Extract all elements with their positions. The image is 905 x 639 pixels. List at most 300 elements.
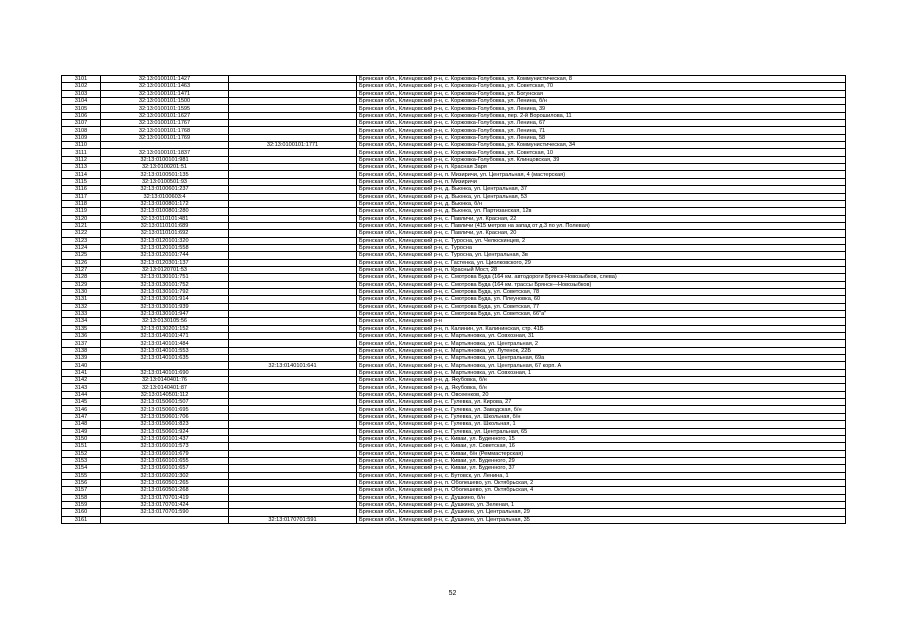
row-number-cell: 3115 (62, 178, 101, 185)
address-cell: Брянская обл., Клинцовский р-н, с. Смотрова Буда (164 км. трассы Брянск—Новозыбков) (357, 281, 846, 288)
address-cell: Брянская обл., Клинцовский р-н, с. Коржовка-Голубовка, ул. Ленина, 71 (357, 127, 846, 134)
cadastral-number-cell: 32:13:0110101:481 (101, 215, 229, 222)
table-row (62, 259, 846, 266)
address-cell: Брянская обл., Клинцовский р-н, с. Киваи, ул. Буденного, 15 (357, 435, 846, 442)
cadastral-number-cell: 32:13:0130101:914 (101, 296, 229, 303)
table-row (62, 472, 846, 479)
table-row (62, 90, 846, 97)
address-cell: Брянская обл., Клинцовский р-н, с. Гулевка, ул. Школьная, 1 (357, 421, 846, 428)
cadastral-number-alt-cell: 32:13:0170701:591 (229, 516, 357, 523)
address-cell: Брянская обл., Клинцовский р-н, п. Овсеенков, 20 (357, 391, 846, 398)
cadastral-number-cell: 32:13:0150601:706 (101, 413, 229, 420)
cadastral-number-cell: 32:13:0130101:792 (101, 288, 229, 295)
cadastral-number-cell: 32:13:0110101:692 (101, 230, 229, 237)
cadastral-number-cell: 32:13:0140101:690 (101, 369, 229, 376)
address-cell: Брянская обл., Клинцовский р-н, с. Мартьяновка, ул. Центральная, 67 корп. А (357, 362, 846, 369)
address-cell: Брянская обл., Клинцовский р-н, с. Коржовка-Голубовка, пер. 2-й Ворошилова, 11 (357, 112, 846, 119)
row-number-cell: 3118 (62, 200, 101, 207)
row-number-cell: 3154 (62, 465, 101, 472)
table-row (62, 156, 846, 163)
address-cell: Брянская обл., Клинцовский р-н, с. Коржовка-Голубовка, ул. Коммунистическая, 34 (357, 142, 846, 149)
address-cell: Брянская обл., Клинцовский р-н, п. Мизиричи (357, 178, 846, 185)
cadastral-number-alt-cell (229, 252, 357, 259)
address-cell: Брянская обл., Клинцовский р-н, с. Коржовка-Голубовка, ул. Богунская (357, 90, 846, 97)
cadastral-number-cell: 32:13:0140401:76 (101, 377, 229, 384)
address-cell: Брянская обл., Клинцовский р-н, д. Якубовка, б/н (357, 377, 846, 384)
cadastral-number-alt-cell: 32:13:0100101:1771 (229, 142, 357, 149)
cadastral-number-alt-cell (229, 288, 357, 295)
row-number-cell: 3106 (62, 112, 101, 119)
table-row (62, 266, 846, 273)
row-number-cell: 3109 (62, 134, 101, 141)
cadastral-number-alt-cell (229, 413, 357, 420)
cadastral-number-alt-cell (229, 428, 357, 435)
row-number-cell: 3131 (62, 296, 101, 303)
address-cell: Брянская обл., Клинцовский р-н, с. Смотрова Буда, ул. Советская, 66"а" (357, 311, 846, 318)
row-number-cell: 3150 (62, 435, 101, 442)
cadastral-number-alt-cell (229, 296, 357, 303)
cadastral-number-cell: 32:13:0160501:265 (101, 479, 229, 486)
row-number-cell: 3135 (62, 325, 101, 332)
row-number-cell: 3122 (62, 230, 101, 237)
page-number: 52 (448, 590, 457, 597)
address-cell: Брянская обл., Клинцовский р-н, с. Мартьяновка, ул. Центральная, 69а (357, 355, 846, 362)
table-row (62, 325, 846, 332)
row-number-cell: 3157 (62, 487, 101, 494)
cadastral-number-alt-cell (229, 186, 357, 193)
table-row (62, 178, 846, 185)
cadastral-number-cell: 32:13:0130101:947 (101, 311, 229, 318)
cadastral-number-alt-cell (229, 318, 357, 325)
address-cell: Брянская обл., Клинцовский р-н, с. Туросна, ул. Центральная, 3в (357, 252, 846, 259)
cadastral-number-cell (101, 362, 229, 369)
row-number-cell: 3148 (62, 421, 101, 428)
table-row (62, 509, 846, 516)
cadastral-number-alt-cell (229, 472, 357, 479)
cadastral-number-alt-cell (229, 98, 357, 105)
cadastral-number-alt-cell (229, 494, 357, 501)
cadastral-number-cell: 32:13:0130105:56 (101, 318, 229, 325)
row-number-cell: 3145 (62, 399, 101, 406)
cadastral-number-alt-cell (229, 281, 357, 288)
row-number-cell: 3141 (62, 369, 101, 376)
table-row (62, 450, 846, 457)
address-cell: Брянская обл., Клинцовский р-н, с. Павличи (415 метров на запад от д.3 по ул. Полевая) (357, 222, 846, 229)
cadastral-number-cell: 32:13:0140501:112 (101, 391, 229, 398)
cadastral-number-alt-cell (229, 479, 357, 486)
cadastral-number-cell (101, 516, 229, 523)
table-row (62, 164, 846, 171)
cadastral-number-cell: 32:13:0140101:635 (101, 355, 229, 362)
cadastral-number-alt-cell (229, 443, 357, 450)
table-body (62, 76, 846, 524)
row-number-cell: 3152 (62, 450, 101, 457)
cadastral-number-cell: 32:13:0140101:471 (101, 333, 229, 340)
table-row (62, 222, 846, 229)
table-row (62, 296, 846, 303)
cadastral-number-cell: 32:13:0100101:1627 (101, 112, 229, 119)
row-number-cell: 3159 (62, 501, 101, 508)
row-number-cell: 3155 (62, 472, 101, 479)
row-number-cell: 3142 (62, 377, 101, 384)
cadastral-number-alt-cell (229, 501, 357, 508)
cadastral-number-cell: 32:13:0160101:573 (101, 443, 229, 450)
table-row (62, 399, 846, 406)
cadastral-number-alt-cell (229, 222, 357, 229)
cadastral-number-alt-cell (229, 369, 357, 376)
row-number-cell: 3161 (62, 516, 101, 523)
row-number-cell: 3132 (62, 303, 101, 310)
row-number-cell: 3125 (62, 252, 101, 259)
cadastral-number-cell: 32:13:0170701:424 (101, 501, 229, 508)
cadastral-number-alt-cell (229, 465, 357, 472)
cadastral-number-alt-cell (229, 120, 357, 127)
cadastral-number-cell: 32:13:0150601:695 (101, 406, 229, 413)
row-number-cell: 3114 (62, 171, 101, 178)
address-cell: Брянская обл., Клинцовский р-н, с. Душкино, б/н (357, 494, 846, 501)
cadastral-number-alt-cell (229, 450, 357, 457)
cadastral-number-alt-cell (229, 164, 357, 171)
cadastral-number-cell: 32:13:0120101:558 (101, 244, 229, 251)
row-number-cell: 3147 (62, 413, 101, 420)
row-number-cell: 3127 (62, 266, 101, 273)
cadastral-number-alt-cell (229, 421, 357, 428)
cadastral-number-cell: 32:13:0120101:744 (101, 252, 229, 259)
address-cell: Брянская обл., Клинцовский р-н, с. Гулевка, ул. Центральная, 65 (357, 428, 846, 435)
row-number-cell: 3107 (62, 120, 101, 127)
cadastral-number-cell: 32:13:0130101:939 (101, 303, 229, 310)
row-number-cell: 3151 (62, 443, 101, 450)
cadastral-number-alt-cell (229, 208, 357, 215)
cadastral-number-alt-cell (229, 244, 357, 251)
table-row (62, 200, 846, 207)
row-number-cell: 3156 (62, 479, 101, 486)
address-cell: Брянская обл., Клинцовский р-н, с. Киваи, ул. Буденного, 37 (357, 465, 846, 472)
row-number-cell: 3108 (62, 127, 101, 134)
address-cell: Брянская обл., Клинцовский р-н, п. Калинин, ул. Калининская, стр. 41Б (357, 325, 846, 332)
row-number-cell: 3123 (62, 237, 101, 244)
table-row (62, 237, 846, 244)
table-row (62, 230, 846, 237)
cadastral-number-cell: 32:13:0130201:152 (101, 325, 229, 332)
cadastral-number-alt-cell (229, 384, 357, 391)
address-cell: Брянская обл., Клинцовский р-н, с. Киваи, ул. Буденного, 29 (357, 457, 846, 464)
cadastral-number-cell: 32:13:0160101:657 (101, 465, 229, 472)
cadastral-number-cell: 32:13:0140101:484 (101, 340, 229, 347)
row-number-cell: 3128 (62, 274, 101, 281)
row-number-cell: 3144 (62, 391, 101, 398)
cadastral-number-cell: 32:13:0100101:1769 (101, 134, 229, 141)
cadastral-number-cell: 32:13:0130101:751 (101, 274, 229, 281)
address-cell: Брянская обл., Клинцовский р-н, с. Смотрова Буда, ул. Плеуновка, 60 (357, 296, 846, 303)
table-row (62, 465, 846, 472)
row-number-cell: 3105 (62, 105, 101, 112)
row-number-cell: 3140 (62, 362, 101, 369)
row-number-cell: 3136 (62, 333, 101, 340)
table-row (62, 377, 846, 384)
address-cell: Брянская обл., Клинцовский р-н, с. Мартьяновка, ул. Совхозная, 1 (357, 369, 846, 376)
cadastral-number-alt-cell (229, 333, 357, 340)
cadastral-number-alt-cell (229, 76, 357, 83)
cadastral-number-alt-cell (229, 200, 357, 207)
row-number-cell: 3146 (62, 406, 101, 413)
address-cell: Брянская обл., Клинцовский р-н, п. Оболешево, ул. Октябрьская, 4 (357, 487, 846, 494)
row-number-cell: 3124 (62, 244, 101, 251)
address-cell: Брянская обл., Клинцовский р-н, с. Коржовка-Голубовка, ул. Ленина, б/н (357, 98, 846, 105)
address-cell: Брянская обл., Клинцовский р-н, с. Туросна, ул. Челюскинцев, 2 (357, 237, 846, 244)
table-row (62, 193, 846, 200)
table-row (62, 252, 846, 259)
row-number-cell: 3119 (62, 208, 101, 215)
address-cell: Брянская обл., Клинцовский р-н, п. Красный Мост, 28 (357, 266, 846, 273)
row-number-cell: 3133 (62, 311, 101, 318)
table-row (62, 105, 846, 112)
address-cell: Брянская обл., Клинцовский р-н, п. Мизиричи, ул. Центральная, 4 (мастерская) (357, 171, 846, 178)
address-cell: Брянская обл., Клинцовский р-н, п. Красная Заря (357, 164, 846, 171)
address-cell: Брянская обл., Клинцовский р-н, д. Вьюнка, ул. Партизанская, 12в (357, 208, 846, 215)
cadastral-number-cell: 32:13:0160101:655 (101, 457, 229, 464)
table-row (62, 208, 846, 215)
cadastral-number-cell: 32:13:0120301:137 (101, 259, 229, 266)
cadastral-number-alt-cell (229, 406, 357, 413)
address-cell: Брянская обл., Клинцовский р-н, с. Гастенка, ул. Циолковского, 29 (357, 259, 846, 266)
address-cell: Брянская обл., Клинцовский р-н, с. Мартьяновка, ул. Лутенок, 22Б (357, 347, 846, 354)
address-cell: Брянская обл., Клинцовский р-н, с. Туросна (357, 244, 846, 251)
cadastral-number-cell: 32:13:0100603:4 (101, 193, 229, 200)
table-row (62, 281, 846, 288)
table-row (62, 347, 846, 354)
row-number-cell: 3134 (62, 318, 101, 325)
table-row (62, 318, 846, 325)
address-cell: Брянская обл., Клинцовский р-н, с. Душкино, ул. Зеленая, 1 (357, 501, 846, 508)
cadastral-number-alt-cell (229, 377, 357, 384)
address-cell: Брянская обл., Клинцовский р-н, с. Гулевка, ул. Заводская, б/н (357, 406, 846, 413)
address-cell: Брянская обл., Клинцовский р-н, с. Смотрова Буда (164 км. автодороги Брянск-Новозыбков, слева) (357, 274, 846, 281)
cadastral-number-cell: 32:13:0100101:1500 (101, 98, 229, 105)
cadastral-number-alt-cell (229, 178, 357, 185)
address-cell: Брянская обл., Клинцовский р-н, п. Оболешево, ул. Октябрьская, 2 (357, 479, 846, 486)
cadastral-number-alt-cell (229, 134, 357, 141)
address-cell: Брянская обл., Клинцовский р-н, д. Якубовка, б/н (357, 384, 846, 391)
table-row (62, 487, 846, 494)
table-row (62, 303, 846, 310)
row-number-cell: 3120 (62, 215, 101, 222)
table-row (62, 288, 846, 295)
cadastral-number-cell: 32:13:0100801:172 (101, 200, 229, 207)
cadastral-number-alt-cell (229, 83, 357, 90)
table-row (62, 384, 846, 391)
cadastral-number-cell: 32:13:0100501:93 (101, 178, 229, 185)
address-cell: Брянская обл., Клинцовский р-н, с. Коржовка-Голубовка, ул. Советская, 10 (357, 149, 846, 156)
table-row (62, 274, 846, 281)
address-cell: Брянская обл., Клинцовский р-н, с. Коржовка-Голубовка, ул. Клинцовская, 39 (357, 156, 846, 163)
row-number-cell: 3138 (62, 347, 101, 354)
row-number-cell: 3153 (62, 457, 101, 464)
row-number-cell: 3110 (62, 142, 101, 149)
row-number-cell: 3101 (62, 76, 101, 83)
cadastral-number-cell: 32:13:0150601:823 (101, 421, 229, 428)
cadastral-number-cell: 32:13:0100101:1595 (101, 105, 229, 112)
table-row (62, 421, 846, 428)
table-row (62, 112, 846, 119)
cadastral-number-alt-cell (229, 487, 357, 494)
cadastral-number-cell: 32:13:0120701:53 (101, 266, 229, 273)
cadastral-number-alt-cell (229, 193, 357, 200)
cadastral-number-alt-cell (229, 509, 357, 516)
cadastral-number-alt-cell (229, 230, 357, 237)
cadastral-number-alt-cell (229, 127, 357, 134)
table-row (62, 406, 846, 413)
cadastral-number-cell: 32:13:0100101:1768 (101, 127, 229, 134)
cadastral-number-alt-cell (229, 266, 357, 273)
cadastral-number-alt-cell (229, 90, 357, 97)
table-row (62, 76, 846, 83)
address-cell: Брянская обл., Клинцовский р-н, д. Вьюнка, ул. Центральная, 53 (357, 193, 846, 200)
address-cell: Брянская обл., Клинцовский р-н, с. Бутовск, ул. Ленина, 1 (357, 472, 846, 479)
cadastral-number-cell: 32:13:0140401:87 (101, 384, 229, 391)
cadastral-number-alt-cell (229, 156, 357, 163)
row-number-cell: 3103 (62, 90, 101, 97)
row-number-cell: 3102 (62, 83, 101, 90)
table-row (62, 98, 846, 105)
table-row (62, 134, 846, 141)
address-cell: Брянская обл., Клинцовский р-н, с. Коржовка-Голубовка, ул. Коммунистическая, 8 (357, 76, 846, 83)
cadastral-number-cell: 32:13:0170701:590 (101, 509, 229, 516)
row-number-cell: 3104 (62, 98, 101, 105)
cadastral-number-cell: 32:13:0100101:1837 (101, 149, 229, 156)
cadastral-number-alt-cell: 32:13:0140101:641 (229, 362, 357, 369)
cadastral-number-alt-cell (229, 149, 357, 156)
address-cell: Брянская обл., Клинцовский р-н, с. Коржовка-Голубовка, ул. Ленина, 39 (357, 105, 846, 112)
cadastral-number-alt-cell (229, 274, 357, 281)
cadastral-number-cell: 32:13:0100101:981 (101, 156, 229, 163)
cadastral-number-cell: 32:13:0130101:752 (101, 281, 229, 288)
row-number-cell: 3158 (62, 494, 101, 501)
table-row (62, 127, 846, 134)
cadastral-number-alt-cell (229, 340, 357, 347)
row-number-cell: 3117 (62, 193, 101, 200)
table-row (62, 369, 846, 376)
address-cell: Брянская обл., Клинцовский р-н, с. Смотрова Буда, ул. Советская, 77 (357, 303, 846, 310)
row-number-cell: 3129 (62, 281, 101, 288)
cadastral-number-alt-cell (229, 391, 357, 398)
cadastral-number-cell: 32:13:0100101:1767 (101, 120, 229, 127)
cadastral-number-alt-cell (229, 237, 357, 244)
address-cell: Брянская обл., Клинцовский р-н, с. Павличи, ул. Красная, 22 (357, 215, 846, 222)
cadastral-number-cell: 32:13:0120101:320 (101, 237, 229, 244)
cadastral-number-cell: 32:13:0160101:437 (101, 435, 229, 442)
address-cell: Брянская обл., Клинцовский р-н, с. Мартьяновка, ул. Совхозная, 31 (357, 333, 846, 340)
row-number-cell: 3139 (62, 355, 101, 362)
address-cell: Брянская обл., Клинцовский р-н, с. Киваи, б/н (Реммастерская) (357, 450, 846, 457)
row-number-cell: 3113 (62, 164, 101, 171)
cadastral-number-alt-cell (229, 105, 357, 112)
cadastral-number-alt-cell (229, 215, 357, 222)
table-row (62, 435, 846, 442)
address-cell: Брянская обл., Клинцовский р-н, с. Смотрова Буда, ул. Советская, 78 (357, 288, 846, 295)
row-number-cell: 3121 (62, 222, 101, 229)
table-row (62, 244, 846, 251)
cadastral-number-cell: 32:13:0100801:280 (101, 208, 229, 215)
row-number-cell: 3160 (62, 509, 101, 516)
cadastral-number-cell: 32:13:0160501:268 (101, 487, 229, 494)
row-number-cell: 3111 (62, 149, 101, 156)
cadastral-number-alt-cell (229, 171, 357, 178)
cadastral-number-alt-cell (229, 112, 357, 119)
row-number-cell: 3130 (62, 288, 101, 295)
cadastral-number-cell: 32:13:0150601:924 (101, 428, 229, 435)
table-row (62, 443, 846, 450)
table-row (62, 186, 846, 193)
table-row (62, 311, 846, 318)
cadastral-number-cell: 32:13:0160201:302 (101, 472, 229, 479)
cadastral-number-alt-cell (229, 303, 357, 310)
address-cell: Брянская обл., Клинцовский р-н, д. Вьюнка, б/н (357, 200, 846, 207)
cadastral-number-cell: 32:13:0100101:1463 (101, 83, 229, 90)
cadastral-number-cell: 32:13:0100501:135 (101, 171, 229, 178)
address-cell: Брянская обл., Клинцовский р-н, с. Коржовка-Голубовка, ул. Советская, 70 (357, 83, 846, 90)
row-number-cell: 3126 (62, 259, 101, 266)
table-row (62, 149, 846, 156)
row-number-cell: 3112 (62, 156, 101, 163)
table-row (62, 494, 846, 501)
cadastral-number-cell: 32:13:0110101:689 (101, 222, 229, 229)
address-cell: Брянская обл., Клинцовский р-н, с. Гулевка, ул. Школьная, б/н (357, 413, 846, 420)
table-row (62, 413, 846, 420)
table-row (62, 215, 846, 222)
cadastral-number-alt-cell (229, 311, 357, 318)
address-cell: Брянская обл., Клинцовский р-н, с. Гулевка, ул. Кирова, 27 (357, 399, 846, 406)
row-number-cell: 3149 (62, 428, 101, 435)
address-cell: Брянская обл., Клинцовский р-н, д. Вьюнка, ул. Центральная, 37 (357, 186, 846, 193)
cadastral-number-cell: 32:13:0100101:1427 (101, 76, 229, 83)
row-number-cell: 3143 (62, 384, 101, 391)
table-row (62, 501, 846, 508)
cadastral-number-alt-cell (229, 457, 357, 464)
table-row (62, 171, 846, 178)
address-cell: Брянская обл., Клинцовский р-н, с. Коржовка-Голубовка, ул. Ленина, 67 (357, 120, 846, 127)
table-row (62, 362, 846, 369)
address-cell: Брянская обл., Клинцовский р-н (357, 318, 846, 325)
cadastral-number-cell: 32:13:0150601:507 (101, 399, 229, 406)
cadastral-number-cell: 32:13:0160101:679 (101, 450, 229, 457)
cadastral-number-alt-cell (229, 435, 357, 442)
table-row (62, 355, 846, 362)
table-row (62, 120, 846, 127)
cadastral-number-alt-cell (229, 347, 357, 354)
property-registry-table (61, 75, 846, 524)
table-row (62, 333, 846, 340)
table-row (62, 428, 846, 435)
address-cell: Брянская обл., Клинцовский р-н, с. Коржовка-Голубовка, ул. Ленина, 58 (357, 134, 846, 141)
row-number-cell: 3137 (62, 340, 101, 347)
cadastral-number-cell (101, 142, 229, 149)
table-row (62, 340, 846, 347)
cadastral-number-cell: 32:13:0100201:51 (101, 164, 229, 171)
address-cell: Брянская обл., Клинцовский р-н, с. Душкино, ул. Центральная, 35 (357, 516, 846, 523)
table-row (62, 391, 846, 398)
table-row (62, 479, 846, 486)
address-cell: Брянская обл., Клинцовский р-н, с. Мартьяновка, ул. Центральная, 2 (357, 340, 846, 347)
table-row (62, 83, 846, 90)
cadastral-number-cell: 32:13:0170701:419 (101, 494, 229, 501)
table-row (62, 142, 846, 149)
cadastral-number-cell: 32:13:0140101:553 (101, 347, 229, 354)
cadastral-number-cell: 32:13:0100601:237 (101, 186, 229, 193)
row-number-cell: 3116 (62, 186, 101, 193)
table-row (62, 516, 846, 523)
address-cell: Брянская обл., Клинцовский р-н, с. Павличи, ул. Красная, 20 (357, 230, 846, 237)
